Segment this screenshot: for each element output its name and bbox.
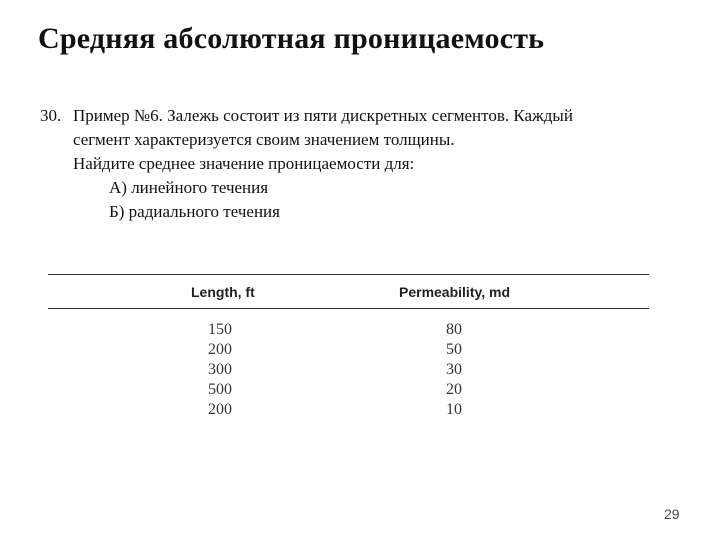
table-row [48, 361, 649, 380]
cell-permeability: 80 [446, 321, 462, 338]
cell-permeability: 50 [446, 341, 462, 358]
cell-permeability: 30 [446, 361, 462, 378]
problem-statement [40, 104, 680, 224]
problem-text-line-2: сегмент характеризуется своим значением толщины. [73, 130, 455, 149]
table-row [48, 381, 649, 400]
cell-length: 200 [208, 341, 232, 358]
problem-item-b: Б) радиального течения [109, 202, 280, 221]
header-permeability: Permeability, md [399, 284, 511, 300]
cell-length: 150 [208, 321, 232, 338]
slide-title: Средняя абсолютная проницаемость [38, 22, 545, 55]
problem-text-line-3: Найдите среднее значение проницаемости для: [73, 154, 415, 173]
table-header-row [48, 275, 649, 308]
cell-length: 300 [208, 361, 232, 378]
cell-length: 200 [208, 401, 232, 418]
problem-number: 30. [40, 106, 62, 125]
table-row [48, 341, 649, 360]
header-length: Length, ft [191, 284, 255, 300]
cell-length: 500 [208, 381, 232, 398]
table-row [48, 321, 649, 340]
data-table [48, 274, 649, 429]
cell-permeability: 10 [446, 401, 462, 418]
problem-line-1 [40, 104, 680, 128]
table-body [48, 309, 649, 429]
problem-text-line-1: Пример №6. Залежь состоит из пяти дискретных сегментов. Каждый [73, 106, 573, 125]
table-row [48, 401, 649, 420]
problem-item-a: А) линейного течения [109, 178, 269, 197]
page-number: 29 [664, 506, 680, 522]
cell-permeability: 20 [446, 381, 462, 398]
